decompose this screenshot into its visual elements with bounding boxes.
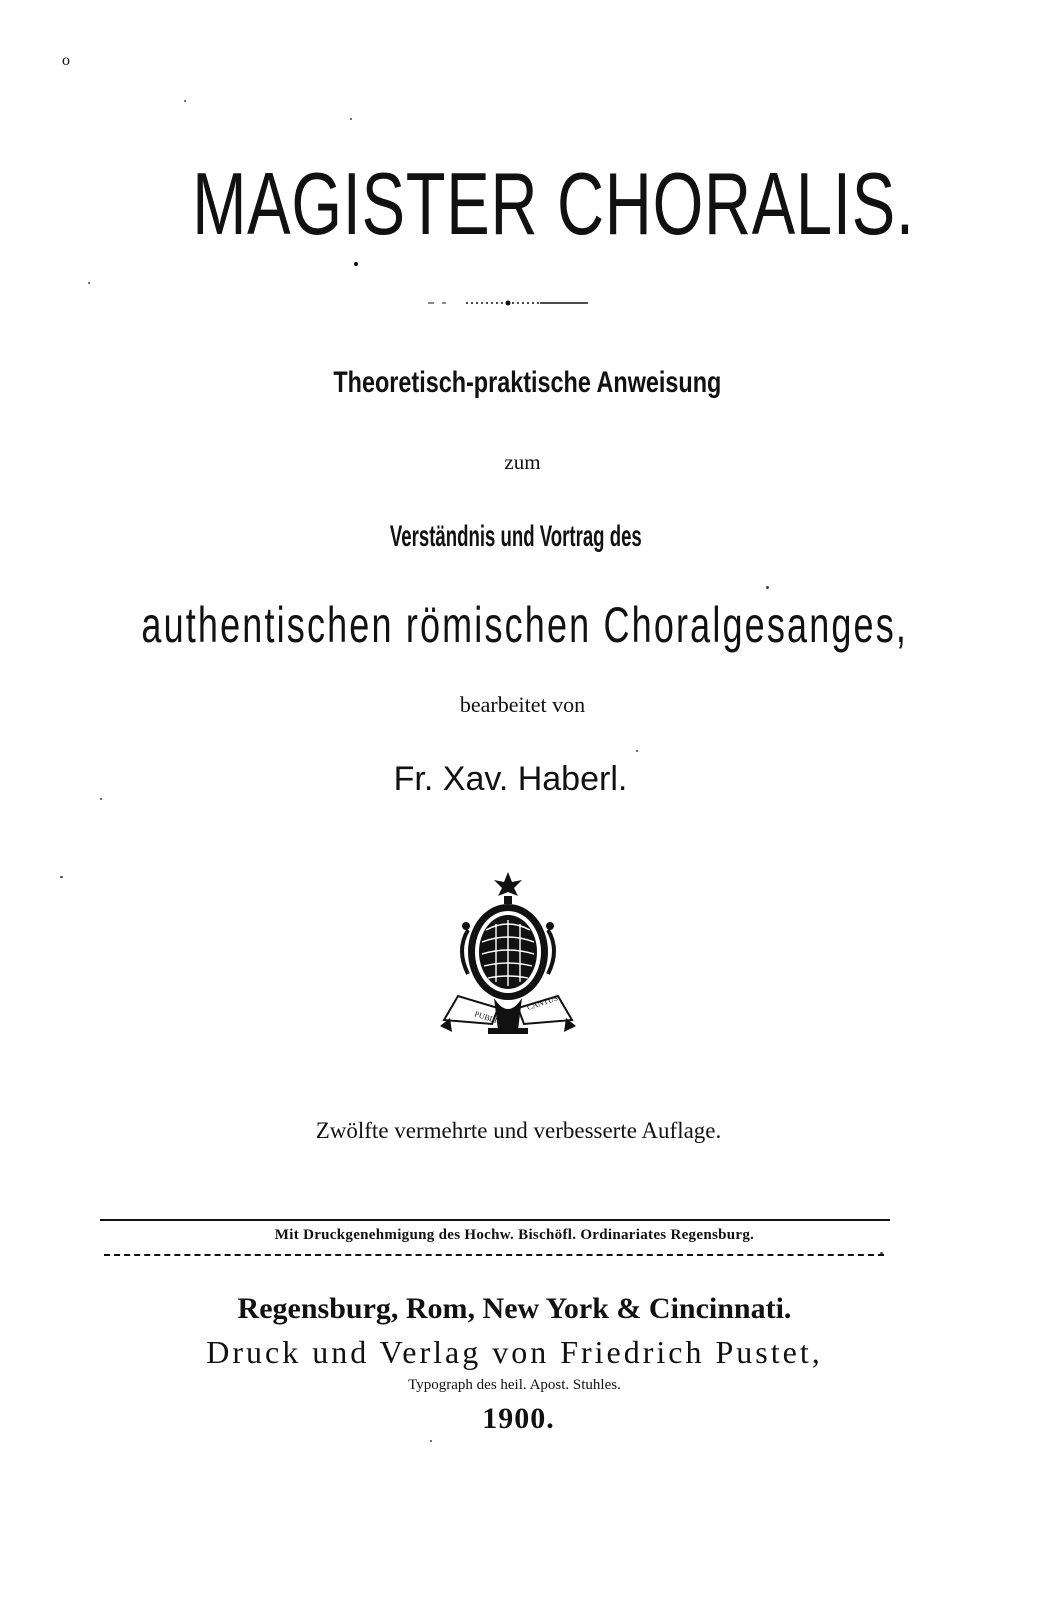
scan-speck	[430, 1440, 432, 1442]
corner-mark: o	[62, 52, 70, 69]
scan-speck	[350, 118, 352, 120]
publication-places: Regensburg, Rom, New York & Cincinnati.	[237, 1292, 792, 1325]
scan-speck	[636, 750, 638, 752]
publication-year: 1900.	[482, 1402, 555, 1435]
edited-by: bearbeitet von	[459, 692, 586, 717]
connector-word: zum	[504, 450, 541, 474]
typograph-line: Typograph des heil. Apost. Stuhles.	[408, 1377, 621, 1393]
scan-speck	[100, 798, 102, 800]
scan-speck	[60, 876, 63, 878]
top-rule	[100, 1219, 890, 1221]
scan-speck	[184, 100, 186, 102]
author-name: Fr. Xav. Haberl.	[393, 760, 628, 798]
scan-speck	[766, 586, 769, 589]
approval-note: Mit Druckgenehmigung des Hochw. Bischöfl. Ordinariates Regensburg.	[274, 1227, 755, 1243]
subject-line: authentischen römischen Choralgesanges,	[141, 597, 909, 653]
divider-ornament-icon	[428, 300, 588, 306]
bottom-rule	[104, 1254, 884, 1256]
purpose-line: Verständnis und Vortrag des	[389, 520, 642, 553]
book-title: MAGISTER CHORALIS.	[192, 154, 915, 253]
emblem-banner-right: CANTUS	[525, 993, 560, 1012]
subtitle: Theoretisch-praktische Anweisung	[333, 366, 722, 399]
title-dot	[354, 262, 358, 266]
publisher-line: Druck und Verlag von Friedrich Pustet,	[206, 1334, 823, 1370]
scan-speck	[880, 1252, 883, 1254]
publisher-crest-icon	[438, 870, 578, 1040]
emblem-banner-left: PUBLIC	[473, 1009, 504, 1027]
edition-note: Zwölfte vermehrte und verbesserte Auflage.	[315, 1118, 722, 1143]
scan-speck	[88, 282, 90, 284]
